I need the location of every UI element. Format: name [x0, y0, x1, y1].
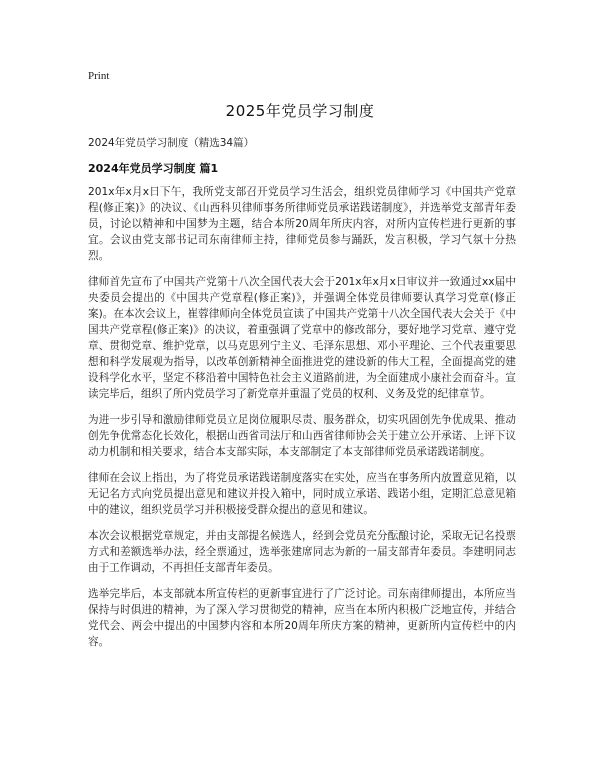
document-body	[88, 184, 516, 660]
section-heading: 2024年党员学习制度 篇1	[88, 162, 219, 175]
paragraph: 本次会议根据党章规定，并由支部提名候选人，经到会党员充分酝酿讨论，采取无记名投票方式和差额选举办法，经全票通过，选举张建席同志为新的一届支部青年委员。李建明同志由于工作调动，不再担任支部青年委员。	[88, 530, 516, 574]
paragraph: 律师在会议上指出，为了将党员承诺践诺制度落实在实处，应当在事务所内放置意见箱，以无记名方式向党员提出意见和建议并投入箱中，同时成立承诺、践诺小组，定期汇总意见箱中的建议，组织党员学习并积极接受群众提出的意见和建议。	[88, 472, 516, 516]
print-link[interactable]: Print	[88, 70, 110, 82]
paragraph: 为进一步引导和激励律师党员立足岗位履职尽责、服务群众，切实巩固创先争优成果、推动创先争优常态化长效化，根据山西省司法厅和山西省律师协会关于建立公开承诺、上评下议动力机制和相关要求，结合本支部实际，本支部制定了本支部律师党员承诺践诺制度。	[88, 414, 516, 458]
paragraph: 选举完毕后，本支部就本所宣传栏的更新事宜进行了广泛讨论。司东南律师提出，本所应当保持与时俱进的精神，为了深入学习贯彻党的精神，应当在本所内积极广泛地宣传，并结合党代会、两会中提出的中国梦内容和本所20周年所庆方案的精神，更新所内宣传栏中的内容。	[88, 588, 516, 648]
paragraph: 201x年x月x日下午，我所党支部召开党员学习生活会，组织党员律师学习《中国共产党章程(修正案)》的决议、《山西科贝律师事务所律师党员承诺践诺制度》，并选举党支部青年委员，讨论以精神和中国梦为主题，结合本所20周年所庆内容，对所内宣传栏进行更新的事宜。会议由党支部书记司东南律师主持，律师党员参与踊跃，发言积极，学习气氛十分热烈。	[88, 186, 516, 262]
paragraph: 律师首先宣布了中国共产党第十八次全国代表大会于201x年x月x日审议并一致通过xx届中央委员会提出的《中国共产党章程(修正案)》，并强调全体党员律师要认真学习党章(修正案)。在本次会议上，崔蓉律师向全体党员宣读了中国共产党第十八次全国代表大会关于《中国共产党章程(修正案)》的决议，着重强调了党章中的修改部分，要好地学习党章、遵守党章、贯彻党章、维护党章，以马克思列宁主义、毛泽东思想、邓小平理论、三个代表重要思想和科学发展观为指导，以改革创新精神全面推进党的建设新的伟大工程，全面提高党的建设科学化水平，坚定不移沿着中国特色社会主义道路前进，为全面建成小康社会而奋斗。宣读完毕后，组织了所内党员学习了新党章并重温了党员的权利、义务及党的纪律章节。	[88, 276, 516, 400]
page-title: 2025年党员学习制度	[225, 102, 375, 120]
document-subtitle: 2024年党员学习制度（精选34篇）	[88, 137, 255, 149]
